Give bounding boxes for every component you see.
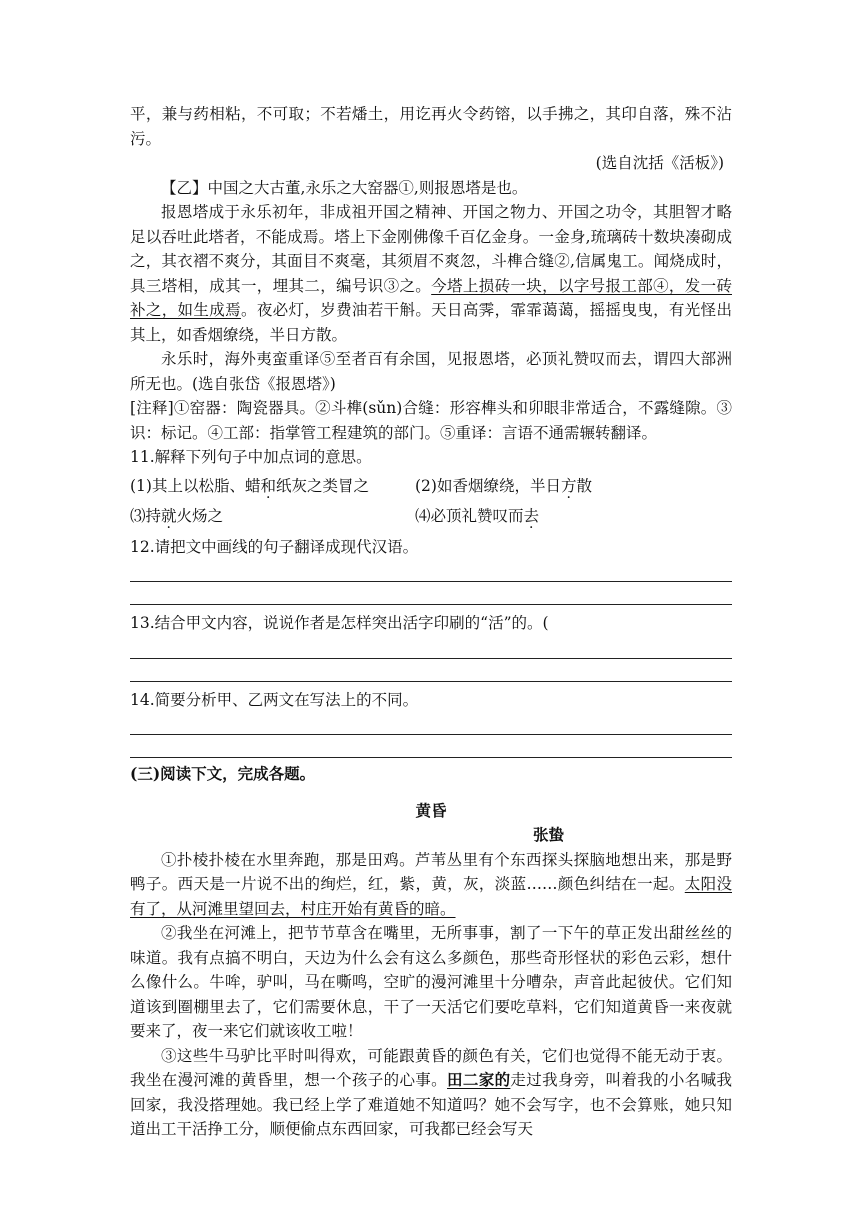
yi-paragraph-3: 永乐时，海外夷蛮重译⑤至者百有余国，见报恩塔，必顶礼赞叹而去，谓四大部洲所无也。(选自张岱《报恩塔》) — [130, 350, 732, 393]
q11-row-2 — [130, 504, 732, 529]
yi-notes: [注释]①窑器：陶瓷器具。②斗榫(sǔn)合缝：形容榫头和卯眼非常适合，不露缝隙。③识：标记。④工部：指掌管工程建筑的部门。⑤重译：言语不通需辗转翻译。 — [130, 399, 732, 442]
q11-item-1: (1)其上以松脂、蜡和纸灰之类冒之 — [130, 476, 369, 495]
q11-row-1 — [130, 474, 732, 499]
jia-source: (选自沈括《活板》) — [595, 154, 724, 172]
q12-title: 12.请把文中画线的句子翻译成现代汉语。 — [130, 537, 419, 556]
dotted-word: 方 — [560, 476, 577, 495]
yi-paragraph-1: 【乙】中国之大古董,永乐之大窑器①,则报恩塔是也。 — [161, 178, 528, 197]
bold-underlined-phrase: 田二家的 — [447, 1070, 511, 1089]
dotted-word: 去 — [523, 507, 540, 525]
answer-line[interactable] — [130, 582, 732, 605]
article-paragraph-1: ①扑棱扑棱在水里奔跑，那是田鸡。芦苇丛里有个东西探头探脑地想出来，那是野鸭子。西天是一片说不出的绚烂，红，紫，黄，灰，淡蓝……颜色纠结在一起。太阳没有了，从河滩里望回去，村庄开始有黄昏的暗。 — [130, 850, 732, 918]
document-page — [130, 102, 732, 1142]
article-paragraph-2: ②我坐在河滩上，把节节草含在嘴里，无所事事，割了一下午的草正发出甜丝丝的味道。我有点搞不明白，天边为什么会有这么多颜色，那些奇形怪状的彩色云彩，想什么像什么。牛哞，驴叫，马在嘶鸣，空旷的漫河滩里十分嘈杂，声音此起彼伏。它们知道该到圈棚里去了，它们需要休息，干了一天活它们要吃草料，它们知道黄昏一来夜就要来了，夜一来它们就该收工啦！ — [130, 924, 732, 1040]
yi-p2-text-a: 报恩塔成于永乐初年，非成祖开国之精神、开国之物力、开国之功令，其胆智才略足以吞吐此塔者，不能成焉。塔上下金刚佛像千百亿金身。一金身,琉璃砖十数块凑砌成之，其衣褶不爽分，其面目不爽毫，其须眉不爽忽，斗榫合缝②,信属鬼工。闻烧成时，具三塔相，成其一，埋其二，编号识③之。 — [130, 203, 732, 295]
q11-item-2: (2)如香烟缭绕，半日方散 — [415, 476, 592, 495]
answer-line[interactable] — [130, 559, 732, 582]
yi-underlined-sentence: 今塔上损砖一块，以字号报工部④，发一砖补之，如生成焉 — [130, 276, 732, 319]
section3-title: (三)阅读下文，完成各题。 — [130, 764, 316, 783]
q11-title: 11.解释下列句子中加点词的意思。 — [130, 448, 372, 466]
article-title: 黄昏 — [415, 800, 447, 820]
answer-line[interactable] — [130, 735, 732, 758]
q11-item-4: ⑷必顶礼赞叹而去 — [415, 507, 540, 525]
answer-line[interactable] — [130, 636, 732, 659]
dotted-word: 和 — [260, 476, 276, 495]
yi-p2-text-b: 。夜必灯，岁费油若干斛。天日高霁，霏霏蔼蔼，摇摇曳曳，有光怪出其上，如香烟缭绕，半日方散。 — [130, 301, 732, 344]
yi-paragraph-2 — [130, 200, 732, 347]
dotted-word: 就 — [161, 507, 177, 525]
answer-line[interactable] — [130, 659, 732, 682]
q14-title: 14.简要分析甲、乙两文在写法上的不同。 — [130, 690, 419, 709]
underlined-sentence: 太阳没有了，从河滩里望回去，村庄开始有黄昏的暗。 — [130, 875, 732, 918]
answer-line[interactable] — [130, 712, 732, 735]
article-author: 张蛰 — [532, 825, 564, 844]
q11-item-3: ⑶持就火炀之 — [130, 507, 224, 525]
q13-title: 13.结合甲文内容，说说作者是怎样突出活字印刷的“活”的。( — [130, 614, 549, 632]
jia-tail-text: 平，兼与药相粘，不可取；不若燔土，用讫再火令药镕，以手拂之，其印自落，殊不沾污。 — [130, 105, 732, 148]
article-paragraph-3: ③这些牛马驴比平时叫得欢，可能跟黄昏的颜色有关，它们也觉得不能无动于衷。我坐在漫河滩的黄昏里，想一个孩子的心事。田二家的走过我身旁，叫着我的小名喊我回家，我没搭理她。我已经上学了难道她不知道吗？她不会写字，也不会算账，她只知道出工干活挣工分，顺便偷点东西回家，可我都已经会写天 — [130, 1046, 732, 1138]
